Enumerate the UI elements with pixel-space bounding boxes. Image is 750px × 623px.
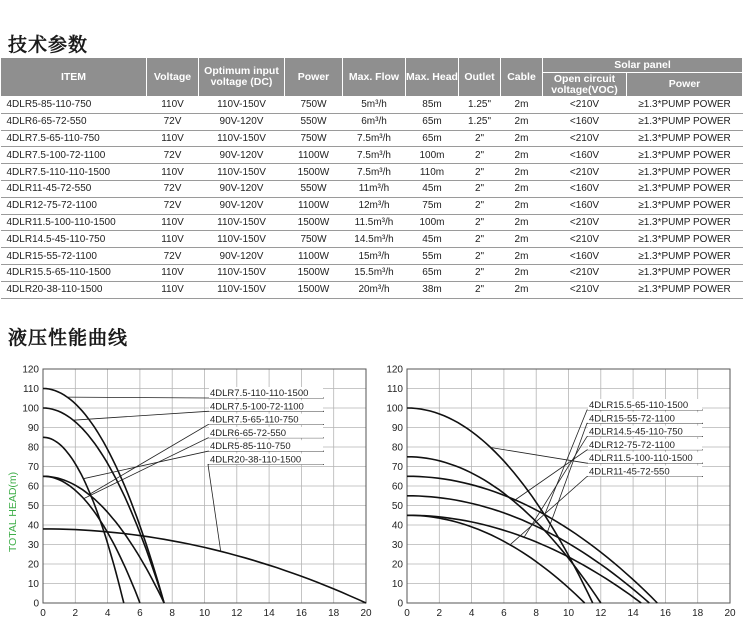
y-tick-label: 30	[27, 540, 39, 551]
cell-max-flow: 5m³/h	[343, 97, 406, 114]
cell-panel-power: ≥1.3*PUMP POWER	[627, 113, 743, 130]
legend-label: 4DLR7.5-110-110-1500	[210, 388, 309, 399]
x-tick-label: 0	[404, 608, 410, 619]
y-tick-label: 70	[391, 462, 403, 473]
x-tick-label: 12	[595, 608, 607, 619]
x-tick-label: 14	[263, 608, 275, 619]
cell-item: 4DLR11.5-100-110-1500	[1, 214, 147, 231]
table-row	[1, 113, 743, 130]
cell-outlet: 1.25"	[459, 97, 501, 114]
spec-table	[0, 57, 743, 299]
series-curve	[43, 437, 124, 603]
cell-item: 4DLR11-45-72-550	[1, 180, 147, 197]
cell-voc: <210V	[543, 130, 627, 147]
cell-voc: <210V	[543, 281, 627, 298]
header-max-head: Max. Head	[406, 58, 459, 97]
x-tick-label: 10	[198, 608, 211, 619]
cell-max-flow: 15.5m³/h	[343, 264, 406, 281]
legend-label: 4DLR20-38-110-1500	[210, 454, 302, 466]
cell-cable: 2m	[501, 231, 543, 248]
x-tick-label: 2	[72, 608, 79, 619]
cell-cable: 2m	[501, 97, 543, 114]
series-curve	[407, 515, 641, 603]
header-panel-power: Power	[627, 73, 743, 97]
cell-item: 4DLR7.5-100-72-1100	[1, 147, 147, 164]
cell-cable: 2m	[501, 248, 543, 265]
cell-max-head: 100m	[406, 147, 459, 164]
cell-cable: 2m	[501, 113, 543, 130]
cell-voltage: 110V	[147, 164, 199, 181]
cell-max-head: 100m	[406, 214, 459, 231]
y-tick-label: 40	[27, 520, 39, 532]
x-tick-label: 18	[692, 608, 704, 619]
cell-optimum-voltage: 90V-120V	[199, 147, 285, 164]
table-row	[1, 231, 743, 248]
cell-optimum-voltage: 110V-150V	[199, 164, 285, 181]
y-tick-label: 60	[27, 481, 39, 493]
header-outlet: Outlet	[459, 58, 501, 97]
y-tick-label: 120	[22, 364, 39, 376]
cell-power: 1500W	[285, 264, 343, 281]
legend-label: 4DLR7.5-65-110-750	[210, 414, 299, 426]
cell-item: 4DLR7.5-110-110-1500	[1, 164, 147, 181]
cell-outlet: 2"	[459, 180, 501, 197]
cell-panel-power: ≥1.3*PUMP POWER	[627, 147, 743, 164]
cell-power: 1100W	[285, 248, 343, 265]
y-tick-label: 0	[33, 598, 39, 610]
y-tick-label: 100	[386, 403, 403, 415]
cell-cable: 2m	[501, 197, 543, 214]
cell-panel-power: ≥1.3*PUMP POWER	[627, 248, 743, 265]
cell-max-flow: 14.5m³/h	[343, 231, 406, 248]
legend-label: 4DLR7.5-100-72-1100	[210, 401, 304, 413]
cell-max-flow: 7.5m³/h	[343, 164, 406, 181]
y-tick-label: 10	[391, 579, 403, 590]
x-tick-label: 16	[295, 608, 307, 619]
cell-max-flow: 12m³/h	[343, 197, 406, 214]
cell-cable: 2m	[501, 130, 543, 147]
series-curve	[407, 496, 649, 603]
cell-voc: <160V	[543, 248, 627, 265]
table-row	[1, 214, 743, 231]
cell-item: 4DLR15-55-72-1100	[1, 248, 147, 265]
y-tick-label: 50	[27, 501, 39, 512]
cell-panel-power: ≥1.3*PUMP POWER	[627, 264, 743, 281]
cell-cable: 2m	[501, 214, 543, 231]
cell-panel-power: ≥1.3*PUMP POWER	[627, 180, 743, 197]
cell-item: 4DLR5-85-110-750	[1, 97, 147, 114]
cell-max-flow: 11.5m³/h	[343, 214, 406, 231]
cell-voltage: 72V	[147, 147, 199, 164]
cell-item: 4DLR20-38-110-1500	[1, 281, 147, 298]
legend-label: 4DLR5-85-110-750	[210, 441, 291, 453]
cell-max-head: 65m	[406, 130, 459, 147]
cell-optimum-voltage: 110V-150V	[199, 281, 285, 298]
cell-outlet: 2"	[459, 147, 501, 164]
header-cable: Cable	[501, 58, 543, 97]
y-tick-label: 70	[27, 462, 39, 473]
header-voc: Open circuit voltage(VOC)	[543, 73, 627, 97]
cell-panel-power: ≥1.3*PUMP POWER	[627, 97, 743, 114]
legend-label: 4DLR11-45-72-550	[589, 466, 670, 478]
x-tick-label: 0	[40, 608, 46, 619]
cell-max-head: 65m	[406, 113, 459, 130]
cell-cable: 2m	[501, 180, 543, 197]
cell-voltage: 110V	[147, 130, 199, 147]
cell-max-flow: 7.5m³/h	[343, 147, 406, 164]
cell-power: 1100W	[285, 197, 343, 214]
header-voltage: Voltage	[147, 58, 199, 97]
cell-max-flow: 11m³/h	[343, 180, 406, 197]
cell-panel-power: ≥1.3*PUMP POWER	[627, 164, 743, 181]
table-row	[1, 164, 743, 181]
y-tick-label: 20	[27, 559, 39, 571]
performance-chart-left	[0, 360, 378, 623]
cell-optimum-voltage: 110V-150V	[199, 214, 285, 231]
x-tick-label: 16	[659, 608, 671, 619]
cell-optimum-voltage: 110V-150V	[199, 264, 285, 281]
performance-curve-plot	[378, 360, 750, 619]
cell-voc: <210V	[543, 164, 627, 181]
header-item: ITEM	[1, 58, 147, 97]
table-row	[1, 248, 743, 265]
cell-panel-power: ≥1.3*PUMP POWER	[627, 281, 743, 298]
cell-max-head: 45m	[406, 180, 459, 197]
legend-leader-line	[208, 465, 324, 552]
table-row	[1, 97, 743, 114]
cell-panel-power: ≥1.3*PUMP POWER	[627, 197, 743, 214]
cell-max-head: 55m	[406, 248, 459, 265]
x-tick-label: 14	[627, 608, 639, 619]
cell-optimum-voltage: 110V-150V	[199, 130, 285, 147]
cell-voc: <210V	[543, 214, 627, 231]
legend-label: 4DLR15.5-65-110-1500	[589, 400, 689, 411]
series-curve	[43, 389, 164, 604]
cell-outlet: 1.25"	[459, 113, 501, 130]
legend-label: 4DLR12-75-72-1100	[589, 439, 675, 451]
cell-voc: <210V	[543, 231, 627, 248]
legend-label: 4DLR15-55-72-1100	[589, 413, 675, 425]
cell-item: 4DLR15.5-65-110-1500	[1, 264, 147, 281]
x-tick-label: 20	[724, 608, 736, 619]
legend-label: 4DLR6-65-72-550	[210, 427, 287, 439]
x-tick-label: 4	[468, 608, 475, 619]
table-row	[1, 180, 743, 197]
y-tick-label: 90	[391, 423, 403, 434]
performance-curve-plot	[0, 360, 378, 619]
cell-optimum-voltage: 90V-120V	[199, 113, 285, 130]
cell-power: 1500W	[285, 281, 343, 298]
cell-max-flow: 15m³/h	[343, 248, 406, 265]
y-tick-label: 120	[386, 364, 403, 376]
performance-chart-right	[378, 360, 750, 623]
x-tick-label: 18	[328, 608, 340, 619]
cell-item: 4DLR6-65-72-550	[1, 113, 147, 130]
cell-panel-power: ≥1.3*PUMP POWER	[627, 231, 743, 248]
cell-voc: <160V	[543, 113, 627, 130]
x-tick-label: 8	[169, 608, 175, 619]
cell-power: 1100W	[285, 147, 343, 164]
cell-voc: <210V	[543, 97, 627, 114]
cell-panel-power: ≥1.3*PUMP POWER	[627, 130, 743, 147]
cell-item: 4DLR7.5-65-110-750	[1, 130, 147, 147]
y-tick-label: 80	[391, 442, 403, 454]
cell-voc: <160V	[543, 197, 627, 214]
cell-power: 750W	[285, 231, 343, 248]
cell-voc: <210V	[543, 264, 627, 281]
x-tick-label: 8	[533, 608, 539, 619]
cell-voltage: 110V	[147, 231, 199, 248]
x-tick-label: 10	[562, 608, 575, 619]
legend-label: 4DLR11.5-100-110-1500	[589, 453, 693, 465]
series-curve	[43, 476, 164, 603]
cell-power: 550W	[285, 180, 343, 197]
y-tick-label: 50	[391, 501, 403, 512]
cell-outlet: 2"	[459, 281, 501, 298]
spec-section-title: 技术参数	[8, 34, 89, 56]
legend-label: 4DLR14.5-45-110-750	[589, 426, 683, 438]
cell-optimum-voltage: 90V-120V	[199, 197, 285, 214]
cell-max-flow: 6m³/h	[343, 113, 406, 130]
y-tick-label: 90	[27, 423, 39, 434]
cell-max-head: 85m	[406, 97, 459, 114]
cell-max-head: 110m	[406, 164, 459, 181]
x-tick-label: 6	[501, 608, 507, 619]
cell-item: 4DLR14.5-45-110-750	[1, 231, 147, 248]
cell-power: 1500W	[285, 164, 343, 181]
x-tick-label: 2	[436, 608, 443, 619]
table-row	[1, 281, 743, 298]
table-row	[1, 264, 743, 281]
cell-outlet: 2"	[459, 264, 501, 281]
header-power: Power	[285, 58, 343, 97]
header-optimum-voltage: Optimum input voltage (DC)	[199, 58, 285, 97]
y-axis-label: TOTAL HEAD(m)	[7, 471, 19, 553]
cell-voltage: 72V	[147, 248, 199, 265]
x-tick-label: 12	[231, 608, 243, 619]
cell-max-head: 65m	[406, 264, 459, 281]
x-tick-label: 4	[104, 608, 111, 619]
cell-max-flow: 7.5m³/h	[343, 130, 406, 147]
y-tick-label: 100	[22, 403, 39, 415]
cell-cable: 2m	[501, 164, 543, 181]
cell-max-head: 75m	[406, 197, 459, 214]
cell-max-flow: 20m³/h	[343, 281, 406, 298]
cell-optimum-voltage: 90V-120V	[199, 248, 285, 265]
cell-outlet: 2"	[459, 197, 501, 214]
cell-voc: <160V	[543, 180, 627, 197]
y-tick-label: 110	[387, 384, 403, 395]
cell-voltage: 110V	[147, 97, 199, 114]
cell-power: 550W	[285, 113, 343, 130]
cell-panel-power: ≥1.3*PUMP POWER	[627, 214, 743, 231]
table-row	[1, 147, 743, 164]
cell-power: 750W	[285, 97, 343, 114]
cell-optimum-voltage: 110V-150V	[199, 97, 285, 114]
y-tick-label: 30	[391, 540, 403, 551]
y-tick-label: 20	[391, 559, 403, 571]
cell-item: 4DLR12-75-72-1100	[1, 197, 147, 214]
cell-cable: 2m	[501, 264, 543, 281]
cell-cable: 2m	[501, 147, 543, 164]
cell-optimum-voltage: 110V-150V	[199, 231, 285, 248]
cell-outlet: 2"	[459, 248, 501, 265]
curve-section-title: 液压性能曲线	[8, 327, 129, 349]
cell-max-head: 38m	[406, 281, 459, 298]
cell-outlet: 2"	[459, 164, 501, 181]
y-tick-label: 60	[391, 481, 403, 493]
table-row	[1, 197, 743, 214]
cell-voltage: 110V	[147, 264, 199, 281]
table-row	[1, 130, 743, 147]
y-tick-label: 10	[27, 579, 39, 590]
cell-voltage: 72V	[147, 197, 199, 214]
cell-outlet: 2"	[459, 214, 501, 231]
cell-voltage: 110V	[147, 214, 199, 231]
cell-outlet: 2"	[459, 231, 501, 248]
cell-cable: 2m	[501, 281, 543, 298]
header-max-flow: Max. Flow	[343, 58, 406, 97]
cell-voltage: 72V	[147, 180, 199, 197]
cell-voc: <160V	[543, 147, 627, 164]
cell-optimum-voltage: 90V-120V	[199, 180, 285, 197]
cell-max-head: 45m	[406, 231, 459, 248]
y-tick-label: 80	[27, 442, 39, 454]
cell-power: 750W	[285, 130, 343, 147]
header-solar-panel: Solar panel	[543, 58, 743, 73]
cell-voltage: 72V	[147, 113, 199, 130]
x-tick-label: 6	[137, 608, 143, 619]
cell-outlet: 2"	[459, 130, 501, 147]
y-tick-label: 0	[397, 598, 403, 610]
cell-power: 1500W	[285, 214, 343, 231]
cell-voltage: 110V	[147, 281, 199, 298]
y-tick-label: 40	[391, 520, 403, 532]
x-tick-label: 20	[360, 608, 372, 619]
y-tick-label: 110	[23, 384, 39, 395]
